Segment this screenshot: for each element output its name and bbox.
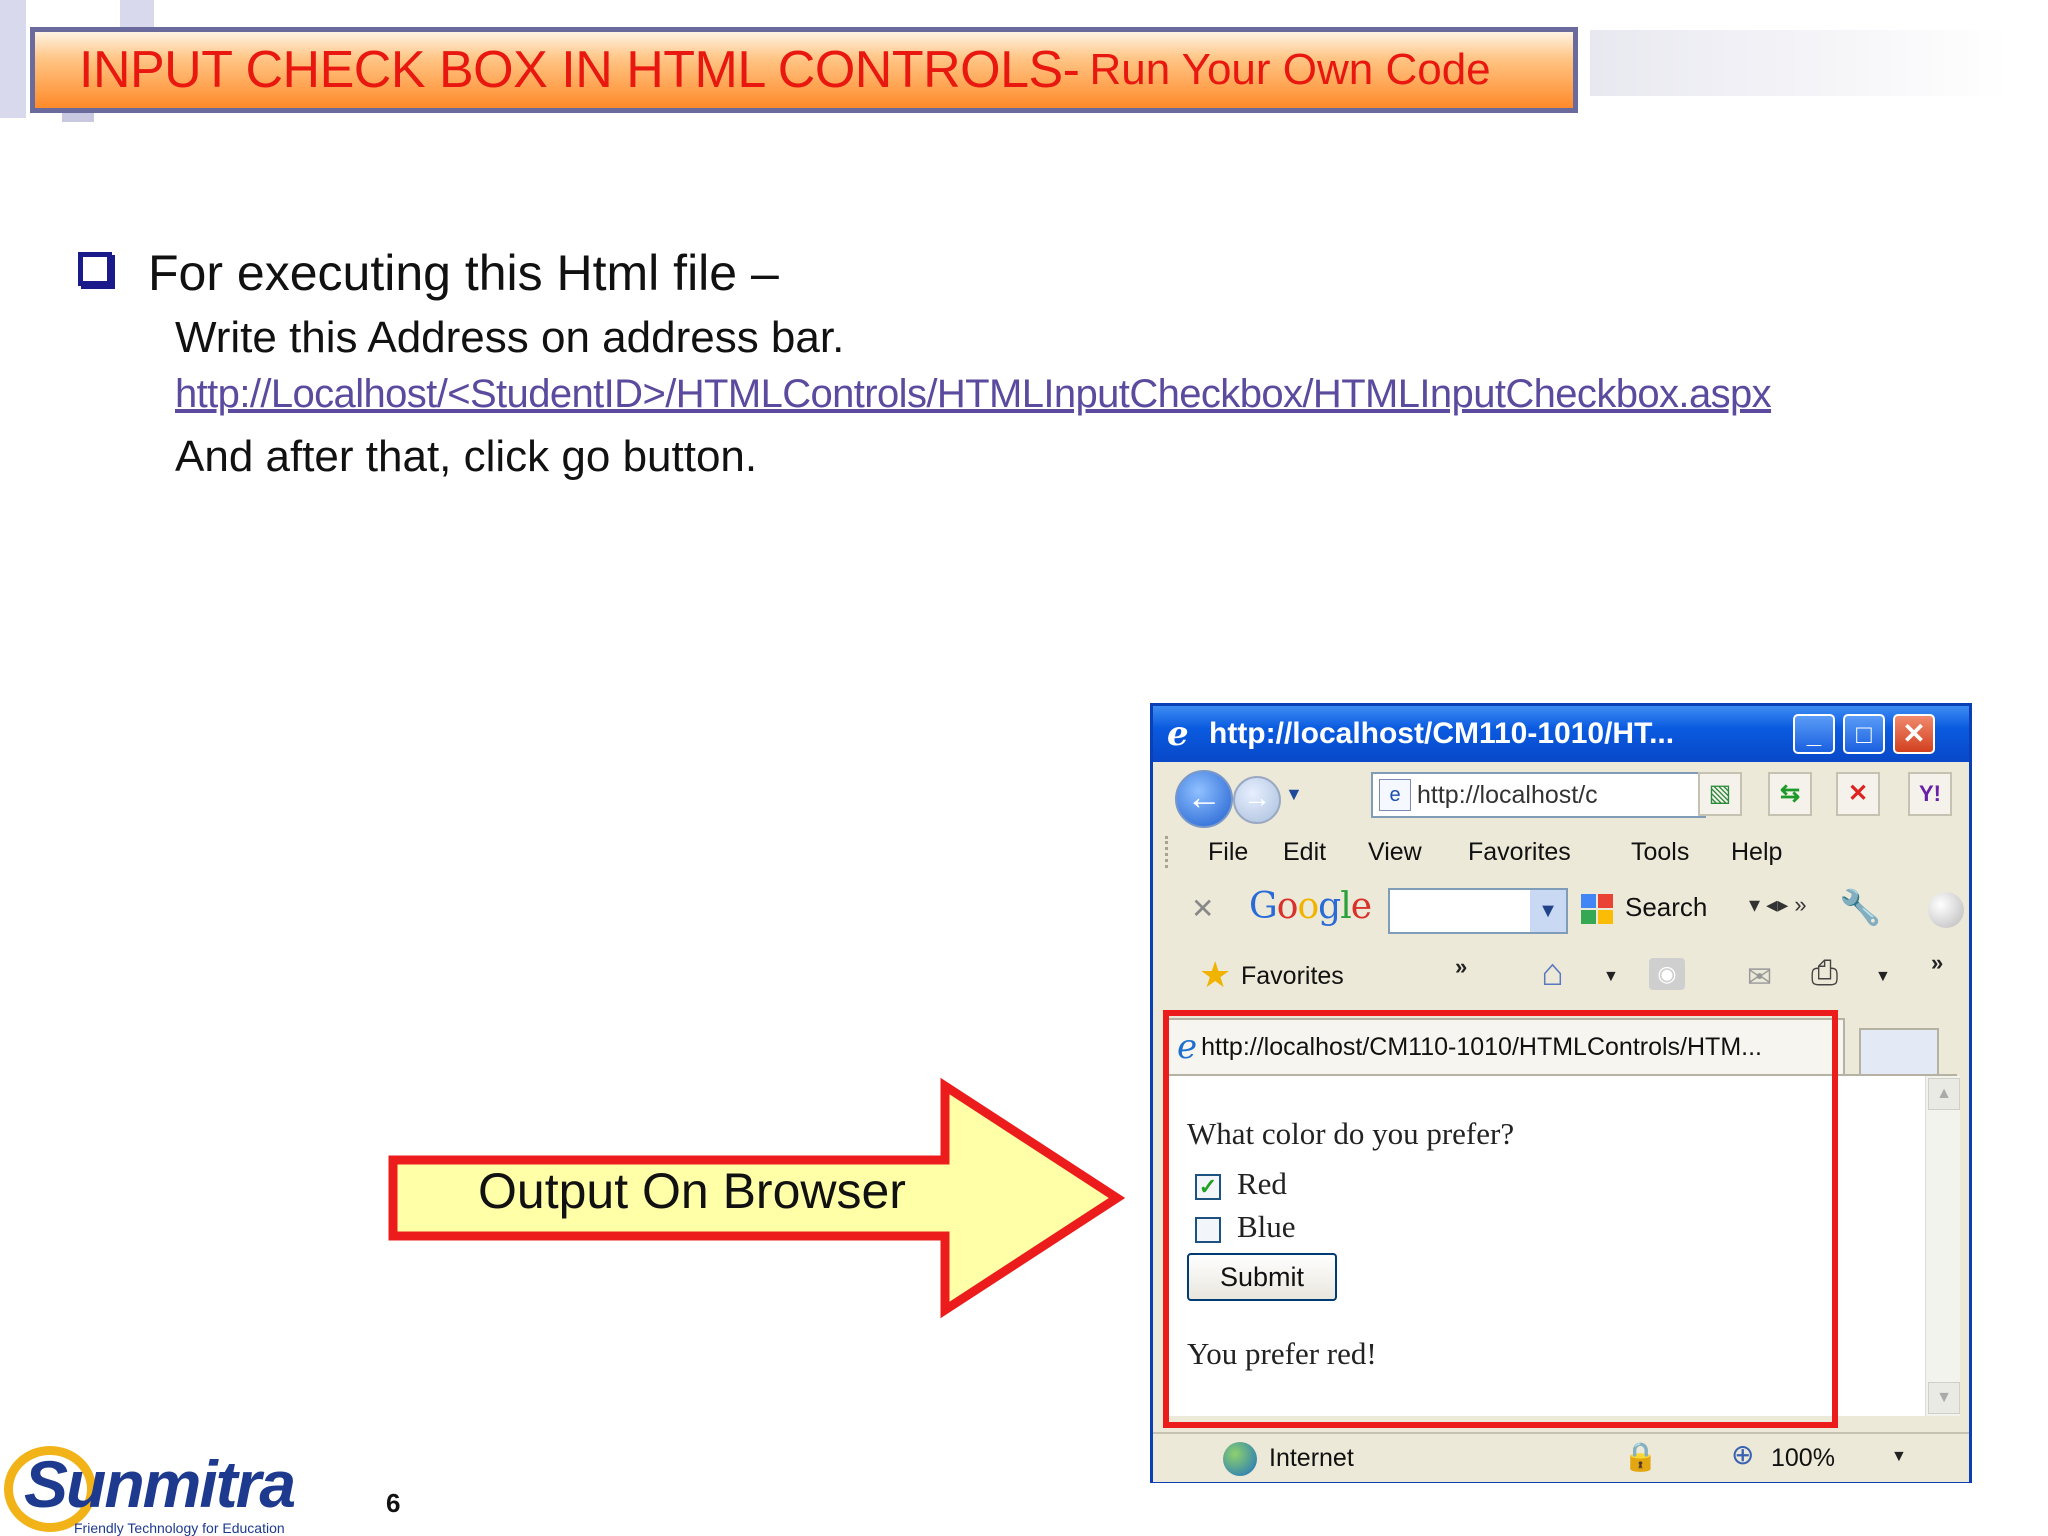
close-button[interactable]: ✕ <box>1893 714 1935 754</box>
mail-icon[interactable]: ✉ <box>1747 961 1773 994</box>
home-icon[interactable]: ⌂ <box>1541 952 1564 994</box>
settings-ball-icon[interactable] <box>1928 892 1964 928</box>
checkbox-red-label[interactable]: Red <box>1237 1166 1287 1201</box>
page-number: 6 <box>386 1488 401 1518</box>
favorites-bar <box>1153 946 1969 1006</box>
title-fade <box>1590 30 2010 96</box>
yahoo-search-button[interactable]: Y! <box>1908 772 1952 816</box>
status-bar <box>1153 1432 1969 1482</box>
google-search-button[interactable]: Search <box>1625 892 1708 922</box>
compatibility-view-button[interactable]: ▧ <box>1698 772 1742 816</box>
google-search-icon[interactable] <box>1581 894 1617 926</box>
command-more-icon[interactable]: » <box>1931 950 1944 975</box>
zoom-level[interactable]: 100% <box>1771 1444 1835 1472</box>
menu-file[interactable]: File <box>1208 838 1249 866</box>
favorites-button[interactable]: Favorites <box>1241 962 1344 990</box>
print-icon[interactable]: ⎙ <box>1811 954 1839 992</box>
google-search-input[interactable] <box>1388 888 1568 934</box>
new-tab-button[interactable] <box>1859 1028 1939 1074</box>
address-link[interactable]: http://Localhost/<StudentID>/HTMLControls/HTMLInputCheckbox/HTMLInputCheckbox.aspx <box>175 372 1772 416</box>
history-dropdown-icon[interactable]: ▼ <box>1285 784 1303 804</box>
navigation-bar <box>1153 762 1969 826</box>
zoom-icon[interactable]: ⊕ <box>1731 1439 1755 1470</box>
vertical-scrollbar[interactable] <box>1925 1076 1960 1416</box>
protected-mode-icon[interactable]: 🔒 <box>1623 1441 1658 1472</box>
close-toolbar-icon[interactable]: ✕ <box>1191 893 1215 924</box>
tab-title: http://localhost/CM110-1010/HTMLControls/HTM... <box>1201 1032 1762 1061</box>
slide-subtitle: Run Your Own Code <box>1089 45 1491 94</box>
back-button[interactable]: ← <box>1175 770 1233 828</box>
chevron-down-icon[interactable]: ▼ <box>1530 890 1566 932</box>
forward-button[interactable]: → <box>1233 776 1281 824</box>
address-text: http://localhost/c <box>1417 780 1598 809</box>
page-icon: e <box>1379 779 1411 811</box>
slide-title-bar <box>30 27 1578 113</box>
menu-bar <box>1153 828 1969 876</box>
slide-title: INPUT CHECK BOX IN HTML CONTROLS- <box>79 41 1080 99</box>
scroll-down-icon[interactable]: ▼ <box>1928 1382 1960 1414</box>
logo-brand-sun: Sun <box>24 1447 143 1521</box>
address-bar[interactable] <box>1371 772 1706 818</box>
question-text: What color do you prefer? <box>1187 1116 1515 1151</box>
google-toolbar <box>1153 878 1969 940</box>
checkbox-bullet-icon <box>78 252 112 286</box>
favorites-more-icon[interactable]: » <box>1455 954 1468 979</box>
menu-tools[interactable]: Tools <box>1631 838 1690 866</box>
logo-brand-mitra: mitra <box>142 1447 295 1521</box>
menu-favorites[interactable]: Favorites <box>1468 838 1571 866</box>
logo-tagline: Friendly Technology for Education <box>74 1520 285 1536</box>
checkbox-blue-label[interactable]: Blue <box>1237 1209 1296 1244</box>
submit-button[interactable]: Submit <box>1187 1253 1337 1301</box>
output-highlight-box <box>1163 1010 1838 1428</box>
stop-button[interactable]: ✕ <box>1836 772 1880 816</box>
security-zone: Internet <box>1269 1444 1354 1472</box>
more-chevron-icon[interactable]: ▾ ◂▸ » <box>1749 892 1807 917</box>
google-logo: Google <box>1249 886 1372 927</box>
bullet-heading: For executing this Html file – <box>148 245 779 301</box>
maximize-button[interactable]: □ <box>1843 714 1885 754</box>
home-dropdown-icon[interactable]: ▼ <box>1603 968 1619 985</box>
favorites-star-icon[interactable]: ★ <box>1199 954 1232 995</box>
checkbox-red[interactable]: ✓ <box>1195 1174 1221 1200</box>
minimize-button[interactable]: _ <box>1793 714 1835 754</box>
instruction-line-go: And after that, click go button. <box>175 432 758 481</box>
wrench-icon[interactable]: 🔧 <box>1839 889 1882 927</box>
instruction-line: Write this Address on address bar. <box>175 313 845 362</box>
sunmitra-logo <box>0 1440 320 1536</box>
scroll-up-icon[interactable]: ▲ <box>1928 1078 1960 1110</box>
menu-edit[interactable]: Edit <box>1283 838 1327 866</box>
feeds-icon[interactable]: ◉ <box>1649 958 1685 990</box>
callout-label: Output On Browser <box>478 1163 906 1219</box>
logo-wordmark <box>24 1446 294 1522</box>
menu-view[interactable]: View <box>1368 838 1422 866</box>
window-titlebar[interactable] <box>1153 706 1969 762</box>
ie-logo-icon: e <box>1167 714 1189 754</box>
result-text: You prefer red! <box>1187 1336 1377 1371</box>
print-dropdown-icon[interactable]: ▼ <box>1875 968 1891 985</box>
internet-globe-icon <box>1223 1442 1257 1476</box>
refresh-button[interactable]: ⇆ <box>1768 772 1812 816</box>
zoom-dropdown-icon[interactable]: ▼ <box>1891 1448 1907 1465</box>
window-title: http://localhost/CM110-1010/HT... <box>1209 717 1675 750</box>
toolbar-grip[interactable] <box>1165 836 1171 868</box>
ie-page-icon: e <box>1177 1027 1198 1067</box>
menu-help[interactable]: Help <box>1731 838 1783 866</box>
